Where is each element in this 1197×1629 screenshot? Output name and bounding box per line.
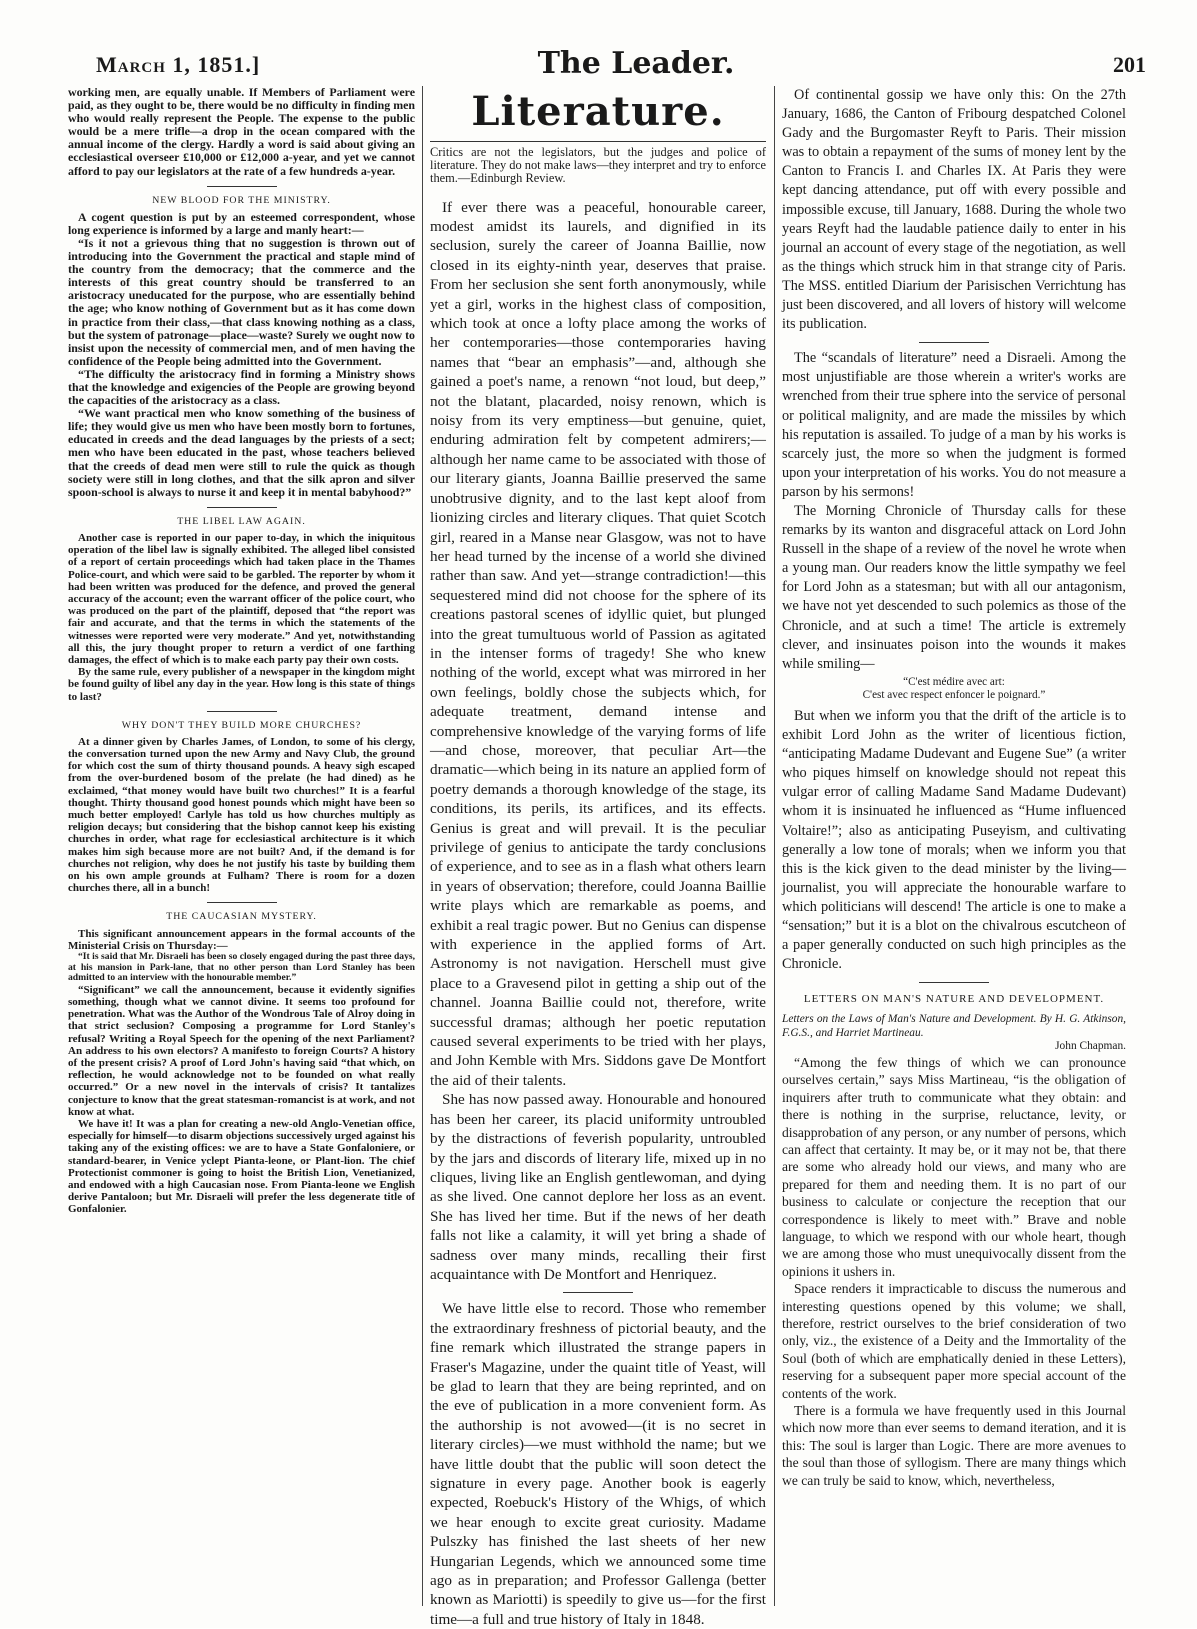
quotation: “We want practical men who know something of the business of life; they would give us men who have been mostly born to fortunes, educated in creeds and the dead languages by the priests of a sect; men who have been educated in the past, whose teachers believed that the creeds of dead men were still to rule the quick as though society were still in long clothes, and that the silk apron and silver spoon-school is always to nurse it and keep it in mental babyhood?”: [68, 406, 415, 499]
paragraph: “Significant” we call the announcement, because it evidently signifies something, though what we cannot divine. It seems too profound for penetration. What was the Author of the Wondrous Tale of Alroy doing in that strict seclusion? Composing a programme for Lord Stanley's refusal? Writing a Royal Speech for the opening of the next Parliament? An address to his own electors? A manifesto to foreign Courts? A history of the present crisis? A proof of Lord John's having said “that which, on reflection, he would acknowledge not to be founded on what really occurred.” Or a new novel in the intervals of crisis? It tantalizes conjecture to know that the great statesman-romancist is at work, and not know at what.: [68, 983, 415, 1118]
heading-new-blood: NEW BLOOD FOR THE MINISTRY.: [152, 194, 331, 206]
paragraph: Of continental gossip we have only this: On the 27th January, 1686, the Canton of Fribourg despatched Colonel Gady and the Burgomaster Reyft to Paris. Their mission was to obtain a repayment of the sums of money lent by the Canton to Francis I. and Charles IX. At Paris they were kept dancing attendance, put off with every possible and impossible excuse, till January, 1688. During the whole two years Reyft had the laudable patience daily to enter in his journal an account of every stage of the negotiation, as well as the things which struck him in that strange city of Paris. The MSS. entitled Diarium der Parisischen Verrichtung has just been discovered, and all lovers of history will welcome its publication.: [782, 87, 1126, 333]
section-rule: [919, 342, 989, 343]
paragraph: By the same rule, every publisher of a newspaper in the kingdom might be found guilty of libel any day in the year. How long is this state of things to last?: [68, 666, 415, 703]
page-number: 201: [1113, 52, 1146, 77]
heading-letters: LETTERS ON MAN'S NATURE AND DEVELOPMENT.: [803, 993, 1105, 1006]
column-divider: [422, 86, 423, 1606]
section-rule: [207, 507, 277, 508]
paragraph: working men, are equally unable. If Members of Parliament were paid, as they ought to be, there would be no difficulty in finding men who would really represent the People. The expense to the public would be a mere trifle—a drop in the ocean compared with the annual income of the clergy. Hardly a word is said about giving an ecclesiastical overseer £10,000 or £12,000 a-year, and yet we cannot afford to pay our legislators at the rate of a few hundreds a-year.: [68, 85, 415, 178]
section-rule: [563, 1292, 633, 1293]
heading-libel-law: THE LIBEL LAW AGAIN.: [177, 515, 306, 527]
publisher: John Chapman.: [1055, 1040, 1126, 1053]
column-divider: [774, 86, 775, 1606]
quotation: “Is it not a grievous thing that no suggestion is thrown out of introducing into the Government the practical and staple mind of the country from the democracy; that the commerce and the interests of this great country should be transferred to an aristocracy uneducated for the purpose, who are essentially behind the age; who know nothing of Government but as it has come down in practice from their class,—that class knowing nothing as a class, but the system of patronage—place—waste? Surely we ought now to insist upon the necessity of commercial men, and of men having the confidence of the People being admitted into the Government.: [68, 235, 415, 368]
paragraph: We have little else to record. Those who remember the extraordinary freshness of pictorial beauty, and the fine remark which illustrated the strange papers in Fraser's Magazine, under the quaint title of Yeast, will be glad to learn that they are being reprinted, and on the eve of publication in a more convenient form. As the authorship is not avowed—(it is no secret in literary circles)—we must withhold the name; but we have little doubt that the public will soon detect the signature in every page. Another book is eagerly expected, Roebuck's History of the Whigs, of which we hear enough to excite great curiosity. Madame Pulszky has finished the last sheets of her new Hungarian Legends, which we announced some time ago as in preparation; and Professor Gallenga (better known as Mariotti) is speedily to give us—for the first time—a full and true history of Italy in 1848.: [430, 1300, 766, 1628]
paragraph: Another case is reported in our paper to-day, in which the iniquitous operation of the libel law is signally exhibited. The alleged libel consisted of a report of certain proceedings which had taken place in the Thames Police-court, and which were said to be garbled. The reporter by whom it had been written was produced for the defence, and proved the general accuracy of the account; even the warrant officer of the police court, who was produced on the part of the plaintiff, deposed that “the report was fair and accurate, and that the terms in which the statements of the witnesses were reported were very moderate.” And yet, notwithstanding all this, the jury thought proper to return a verdict of one farthing damages, the effect of which is to make each party pay their own costs.: [68, 531, 415, 666]
paragraph: “Among the few things of which we can pronounce ourselves certain,” says Miss Martineau, “is the obligation of inquirers after truth to communicate what they obtain: and there is nothing in the surprise, reluctance, levity, or disapprobation of any person, or any number of persons, which can affect that certainty. It may be, or it may not be, that there are some who already hold our views, and many who are prepared for them and needing them. It is no part of our business to calculate or conjecture the reception that our correspondence is likely to meet with.” Brave and noble language, to which we respond with our whole heart, though we are among those who must unequivocally dissent from the opinions it ushers in.: [782, 1054, 1126, 1279]
masthead: [96, 44, 1146, 84]
book-reference: Letters on the Laws of Man's Nature and Development. By H. G. Atkinson, F.G.S., and Harriet Martineau.: [782, 1013, 1126, 1039]
paragraph: There is a formula we have frequently used in this Journal which now more than ever seems to demand iteration, and it is this: The soul is larger than Logic. There are more avenues to the soul than those of syllogism. There are many things which we can truly be said to know, which, nevertheless,: [782, 1403, 1126, 1488]
verse-line: “C'est médire avec art:: [903, 675, 1005, 688]
section-title-literature: Literature.: [471, 88, 725, 135]
heading-caucasian: THE CAUCASIAN MYSTERY.: [166, 911, 317, 923]
epigraph: Critics are not the legislators, but the judges and police of literature. They do not make laws—they interpret and try to enforce them.—Edinburgh Review.: [430, 141, 766, 186]
paragraph: This significant announcement appears in the formal accounts of the Ministerial Crisis on Thursday:—: [68, 927, 415, 952]
section-rule: [207, 902, 277, 903]
paragraph: We have it! It was a plan for creating a new-old Anglo-Venetian office, especially for himself—to disarm objections successively urged against his taking any of the existing offices: we are to have a State Gonfaloniere, or standard-bearer, in Venice yclept Pianta-leone, or Plant-lion. The chief Protectionist commoner is going to hoist the British Lion, Venetianized, and endowed with a high Caucasian nose. From Pianta-leone we English derive Pantaloon; but Mr. Disraeli will prefer the less degenerate title of Gonfalonier.: [68, 1118, 415, 1216]
column-left: [68, 86, 415, 1610]
paragraph: The “scandals of literature” need a Disraeli. Among the most unjustifiable are those wherein a writer's works are wrenched from their true sphere into the service of personal or political malignity, and are made the missiles by which his reputation is assailed. To judge of a man by his works is scarcely just, the more so when the judgment is formed upon your interpretation of his works. You do not measure a parson by his sermons!: [782, 350, 1126, 500]
quotation: “The difficulty the aristocracy find in forming a Ministry shows that the knowledge and exigencies of the People are growing beyond the capacities of the aristocracy as a class.: [68, 366, 415, 408]
paragraph: If ever there was a peaceful, honourable career, modest amidst its laurels, and dignified in its seclusion, surely the career of Joanna Baillie, now closed in its eighty-ninth year, deserves that praise. From her seclusion she sent forth anonymously, while yet a girl, works in the highest class of composition, which took at once a lofty place among the works of her contemporaries—those contemporaries having names that “bear an emphasis”—and, although she gained a poet's name, a renown “not loud, but deep,” not the blatant, placarded, noisy renown, which is noisy from its very emptiness—but genuine, quiet, enduring admiration felt by competent admirers;—although her name came to be associated with those of our literary giants, Joanna Baillie preserved the same unobtrusive dignity, and to the last kept aloof from lionizing circles and literary cliques. That quiet Scotch girl, reared in a Manse near Glasgow, was not to have her head turned by the incense of a world she divined rather than saw. And yet—strange contradiction!—this sequestered mind did not choose for the sphere of its creations pastoral scenes of idyllic quiet, but plunged into the great tumultuous world of Passion as agitated in the intenser forms of tragedy! She who knew nothing of the world, except what was mirrored in her own feelings, boldly chose the subjects which, for adequate treatment, demand intense and comprehensive knowledge of the varying forms of life—and chose, moreover, that peculiar Art—the dramatic—which being in its nature an applied form of poetry demands a thorough knowledge of the stage, its conditions, its perils, its artifices, and its effects. Genius is great and will prevail. It is the peculiar privilege of genius to anticipate the tardy conclusions of experience, and to see as in a flash what others learn in years of observation; therefore, could Joanna Baillie write plays which are remarkable as poems, and exhibit a real tragic power. But no Genius can dispense with experience in the applied forms of Art. Astronomy is not navigation. Herschell must give place to a Gravesend pilot in getting a ship out of the channel. Joanna Baillie could not, therefore, write successful dramas; although her poetic reputation caused several experiments to be tried with her plays, and John Kemble with Mrs. Siddons gave De Montfort the aid of their talents.: [430, 198, 766, 1089]
section-rule: [919, 982, 989, 983]
section-rule: [207, 186, 277, 187]
quotation: “It is said that Mr. Disraeli has been so closely engaged during the past three days, at his mansion in Park-lane, that no other person than Lord Stanley has been admitted to an interview with the honourable member.”: [68, 950, 415, 984]
issue-date: March 1, 1851.]: [96, 52, 261, 77]
paragraph: She has now passed away. Honourable and honoured has been her career, its placid uniformity untroubled by the distractions of feverish popularity, untroubled by the jars and discords of literary life, mixed up in no cliques, living like an English gentlewoman, and dying as she lived. One cannot deplore her loss as an event. She has lived her time. But if the news of her death falls not like a calamity, it will yet bring a shade of sadness over many minds, recalling their first acquaintance with De Montfort and Henriquez.: [430, 1091, 766, 1283]
section-rule: [207, 711, 277, 712]
heading-churches: WHY DON'T THEY BUILD MORE CHURCHES?: [121, 719, 362, 731]
paragraph: But when we inform you that the drift of the article is to exhibit Lord John as the writer of licentious fiction, “anticipating Madame Dudevant and Eugene Sue” (a writer who piques himself on knowledge should not repeat this vulgar error of calling Madame Sand Madame Dudevant) whom it is insinuated he influenced as “Hume influenced Voltaire!”; also as anticipating Puseyism, and cultivating generally a low tone of morals; when we inform you that this is the kick given to the dead minister by the living—journalist, you will appreciate the honourable warfare to which politicians will descend! The article is one to make a “sensation;” but it is a blot on the chivalrous escutcheon of a paper generally conducted on such high principles as the Chronicle.: [782, 708, 1126, 973]
paragraph: At a dinner given by Charles James, of London, to some of his clergy, the conversation turned upon the new Army and Navy Club, the ground for which cost the sum of thirty thousand pounds. A heavy sigh escaped from the over-burdened bosom of the prelate (he had dined) as he exclaimed, “that money would have built two churches!” It is a fearful thought. Thirty thousand good honest pounds which might have been so much better employed! Carlyle has told us how churches multiply as religion decays; but considering that the bishop cannot keep his existing churches in order, what rage for ecclesiastical architecture is it which makes him sigh because more are not built? And, if the demand is for churches not religion, why does he not justify his taste by building them on his own ample grounds at Fulham? There is room for a dozen churches there, all in a bunch!: [68, 735, 415, 895]
paragraph: A cogent question is put by an esteemed correspondent, whose long experience is informed by a large and manly heart:—: [68, 209, 415, 237]
column-right: [782, 86, 1126, 1610]
column-middle: [430, 86, 766, 1628]
paragraph: Space renders it impracticable to discuss the numerous and interesting questions opened by this volume; we shall, therefore, restrict ourselves to the brief consideration of two only, viz., the existence of a Deity and the Immortality of the Soul (both of which are emphatically denied in these Letters), reserving for a subsequent paper more special account of the contents of the work.: [782, 1281, 1126, 1401]
newspaper-title: The Leader.: [537, 46, 735, 81]
paragraph: The Morning Chronicle of Thursday calls for these remarks by its wanton and disgraceful attack on Lord John Russell in the shape of a review of the novel he wrote when a young man. Our readers know the little sympathy we feel for Lord John as a statesman; but with all our antagonism, we have not yet descended to such polemics as those of the Chronicle, and at such a time! The article is extremely clever, and insinuates poison into the wounds it makes while smiling—: [782, 502, 1126, 672]
verse-line: C'est avec respect enfoncer le poignard.”: [862, 689, 1046, 702]
